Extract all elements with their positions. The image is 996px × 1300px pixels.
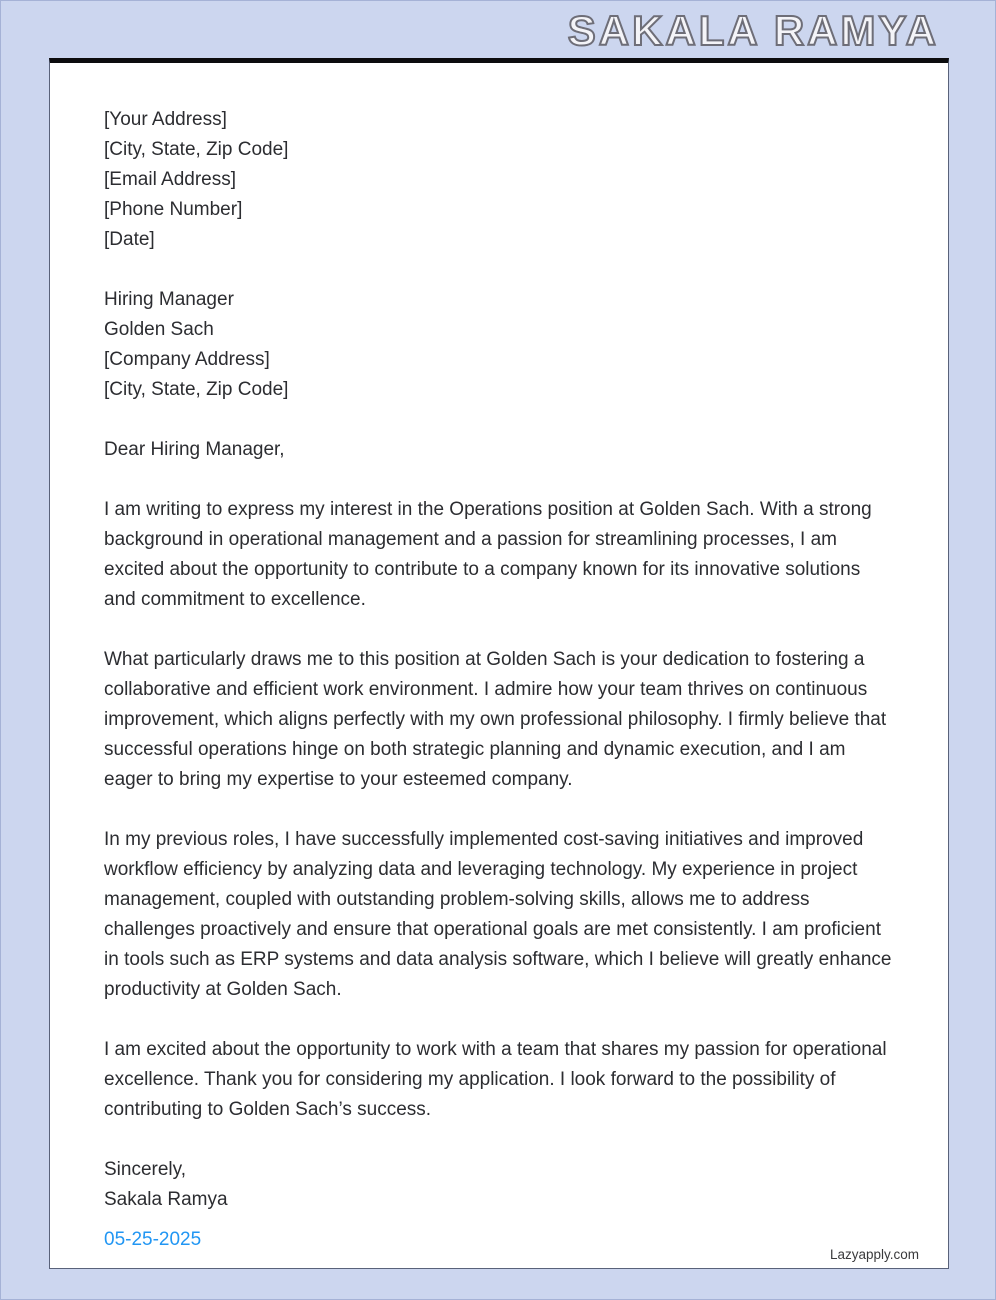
recipient-line: [City, State, Zip Code] (104, 379, 289, 400)
salutation: Dear Hiring Manager, (104, 439, 285, 460)
cover-letter-page (49, 58, 949, 1269)
letter-date[interactable]: 05-25-2025 (104, 1229, 202, 1250)
body-paragraph: In my previous roles, I have successfully implemented cost-saving initiatives and improved workflow efficiency by analyzing data and leveraging technology. My experience in project management, coupled with outstanding problem-solving skills, allows me to address challenges proactively and ensure that operational goals are met consistently. I am proficient in tools such as ERP systems and data analysis software, which I believe will greatly enhance productivity at Golden Sach. (104, 829, 892, 1000)
body-paragraph: I am writing to express my interest in the Operations position at Golden Sach. With a strong background in operational management and a passion for streamlining processes, I am excited about the opportunity to contribute to a company known for its innovative solutions and commitment to excellence. (104, 499, 872, 610)
recipient-line: Golden Sach (104, 319, 214, 340)
sender-address-line: [City, State, Zip Code] (104, 139, 289, 160)
recipient-line: [Company Address] (104, 349, 270, 370)
body-paragraph: What particularly draws me to this position at Golden Sach is your dedication to fostering a collaborative and efficient work environment. I admire how your team thrives on continuous improvement, which aligns perfectly with my own professional philosophy. I firmly believe that successful operations hinge on both strategic planning and dynamic execution, and I am eager to bring my expertise to your esteemed company. (104, 649, 887, 790)
closing-block (104, 1155, 894, 1215)
sender-address-line: [Your Address] (104, 109, 227, 130)
recipient-line: Hiring Manager (104, 289, 234, 310)
sender-address-line: [Date] (104, 229, 155, 250)
sender-address-line: [Phone Number] (104, 199, 243, 220)
closing-phrase: Sincerely, (104, 1159, 187, 1180)
signature-name: Sakala Ramya (104, 1189, 228, 1210)
page-title: SAKALA RAMYA (567, 7, 939, 54)
recipient-address-block (104, 285, 894, 405)
sender-address-line: [Email Address] (104, 169, 236, 190)
sender-address-block (104, 105, 894, 255)
lazyapply-brand-link[interactable]: Lazyapply.com (829, 1247, 919, 1262)
body-paragraph: I am excited about the opportunity to work with a team that shares my passion for operational excellence. Thank you for considering my application. I look forward to the possibility of contributing to Golden Sach’s success. (104, 1039, 887, 1120)
